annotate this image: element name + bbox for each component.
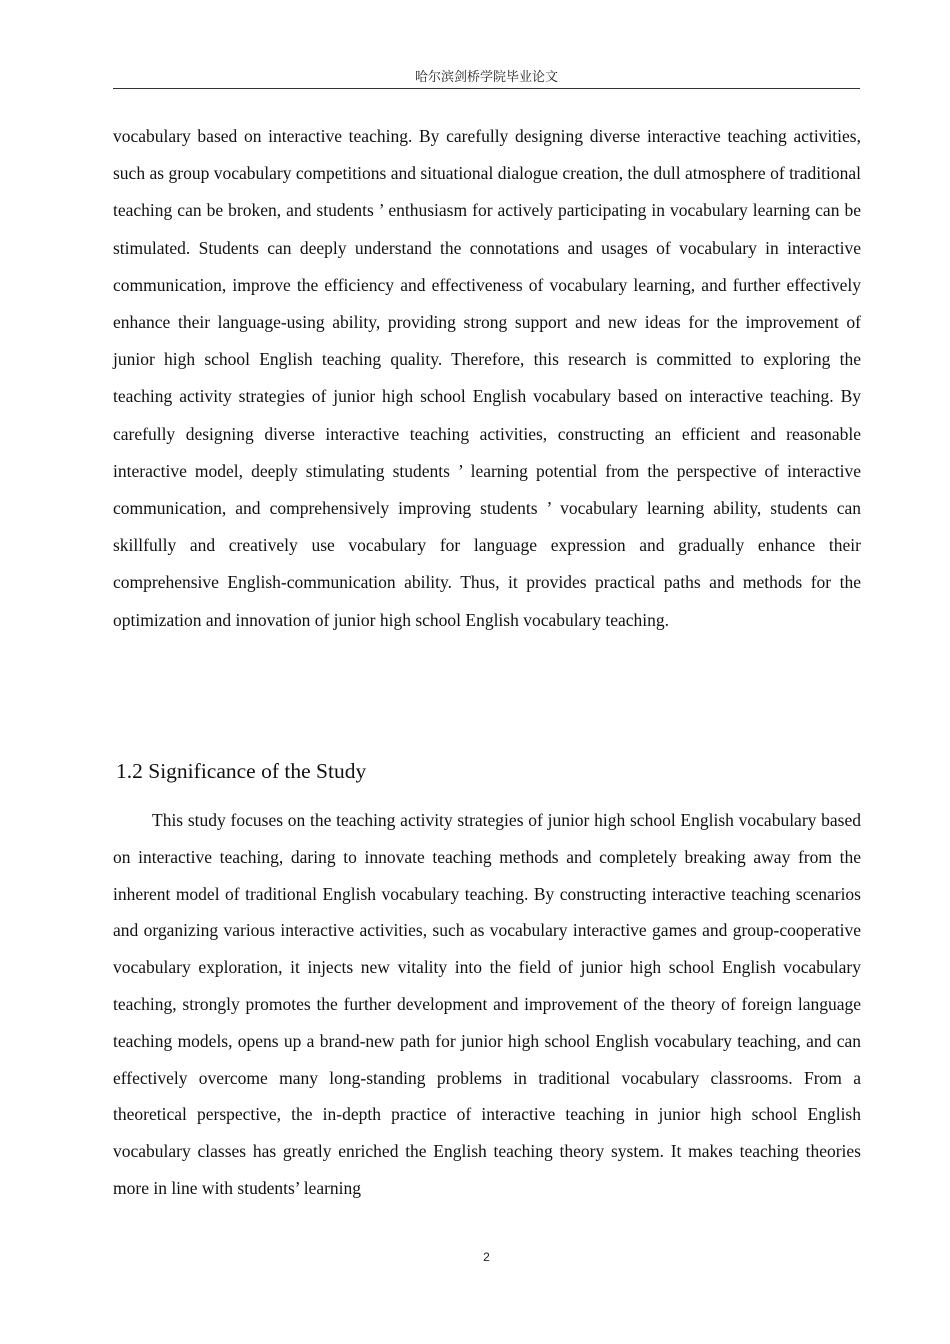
body-paragraph-continued: vocabulary based on interactive teaching. By carefully designing diverse interactive teaching activities, such as group vocabulary competitions and situational dialogue creation, the dull atmosphere of traditional teaching can be broken, and students ’ enthusiasm for actively participating in vocabulary learning can be stimulated. Students can deeply understand the connotations and usages of vocabulary in interactive communication, improve the efficiency and effectiveness of vocabulary learning, and further effectively enhance their language-using ability, providing strong support and new ideas for the improvement of junior high school English teaching quality. Therefore, this research is committed to exploring the teaching activity strategies of junior high school English vocabulary based on interactive teaching. By carefully designing diverse interactive teaching activities, constructing an efficient and reasonable interactive model, deeply stimulating students ’ learning potential from the perspective of interactive communication, and comprehensively improving students ’ vocabulary learning ability, students can skillfully and creatively use vocabulary for language expression and gradually enhance their comprehensive English-communication ability. Thus, it provides practical paths and methods for the optimization and innovation of junior high school English vocabulary teaching.	[113, 126, 861, 630]
section-heading: 1.2 Significance of the Study	[116, 759, 367, 783]
running-header: 哈尔滨剑桥学院毕业论文	[414, 70, 558, 85]
page-number: 2	[483, 1250, 490, 1264]
header-rule	[113, 88, 860, 89]
body-paragraph-significance: This study focuses on the teaching activity strategies of junior high school English vocabulary based on interactive teaching, daring to innovate teaching methods and completely breaking away from the inherent model of traditional English vocabulary teaching. By constructing interactive teaching scenarios and organizing various interactive activities, such as vocabulary interactive games and group-cooperative vocabulary exploration, it injects new vitality into the field of junior high school English vocabulary teaching, strongly promotes the further development and improvement of the theory of foreign language teaching models, opens up a brand-new path for junior high school English vocabulary teaching, and can effectively overcome many long-standing problems in traditional vocabulary classrooms. From a theoretical perspective, the in-depth practice of interactive teaching in junior high school English vocabulary classes has greatly enriched the English teaching theory system. It makes teaching theories more in line with students’ learning	[113, 810, 861, 1198]
